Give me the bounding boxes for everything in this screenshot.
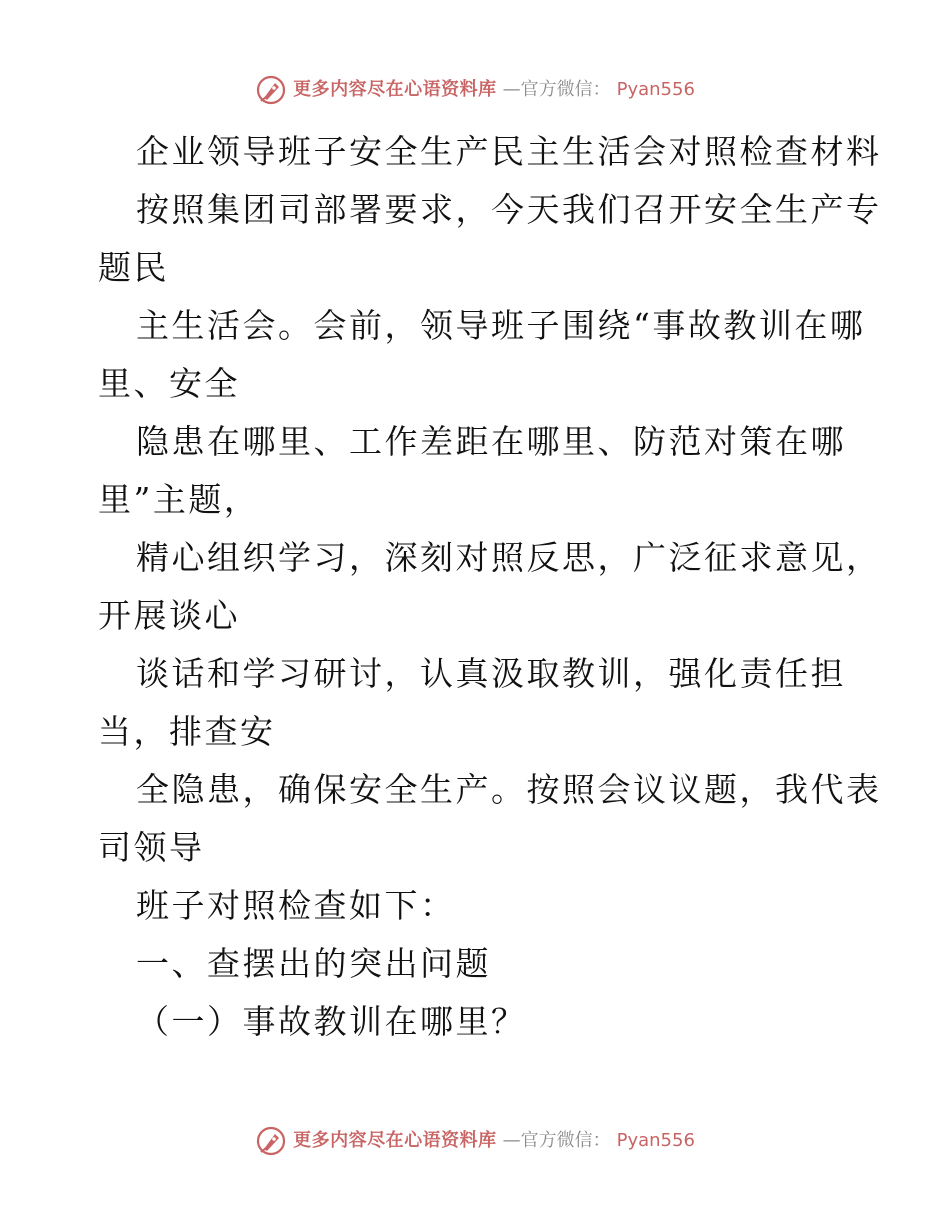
section-heading: 一、查摆出的突出问题 bbox=[136, 944, 491, 983]
watermark-wechat-label: —官方微信： bbox=[502, 79, 611, 100]
paragraph-line: 题民 bbox=[98, 248, 169, 287]
watermark-wechat-id: Pyan556 bbox=[616, 79, 695, 100]
pen-nib-circle-icon bbox=[255, 74, 287, 106]
paragraph-line: 全隐患，确保安全生产。按照会议议题，我代表 bbox=[136, 770, 882, 809]
watermark-wechat-id: Pyan556 bbox=[616, 1130, 695, 1151]
document-body bbox=[98, 123, 882, 1051]
paragraph-line: 班子对照检查如下： bbox=[136, 886, 456, 925]
paragraph-line: 主生活会。会前，领导班子围绕“事故教训在哪 bbox=[136, 306, 866, 345]
paragraph-line: 司领导 bbox=[98, 828, 205, 867]
watermark-text: 更多内容尽在心语资料库 bbox=[293, 1130, 497, 1151]
subsection-heading: （一）事故教训在哪里？ bbox=[136, 1002, 527, 1041]
document-title: 企业领导班子安全生产民主生活会对照检查材料 bbox=[136, 132, 882, 171]
pen-nib-circle-icon bbox=[255, 1125, 287, 1157]
watermark-header bbox=[0, 75, 950, 105]
paragraph-line: 谈话和学习研讨，认真汲取教训，强化责任担 bbox=[136, 654, 846, 693]
paragraph-line: 隐患在哪里、工作差距在哪里、防范对策在哪 bbox=[136, 422, 846, 461]
paragraph-line: 开展谈心 bbox=[98, 596, 240, 635]
paragraph-line: 按照集团司部署要求，今天我们召开安全生产专 bbox=[136, 190, 882, 229]
paragraph-line: 里、安全 bbox=[98, 364, 240, 403]
watermark-footer bbox=[0, 1126, 950, 1156]
paragraph-line: 精心组织学习，深刻对照反思，广泛征求意见， bbox=[136, 538, 882, 577]
paragraph-line: 当，排查安 bbox=[98, 712, 276, 751]
watermark-wechat-label: —官方微信： bbox=[502, 1130, 611, 1151]
paragraph-line: 里”主题， bbox=[98, 480, 260, 519]
watermark-text: 更多内容尽在心语资料库 bbox=[293, 79, 497, 100]
